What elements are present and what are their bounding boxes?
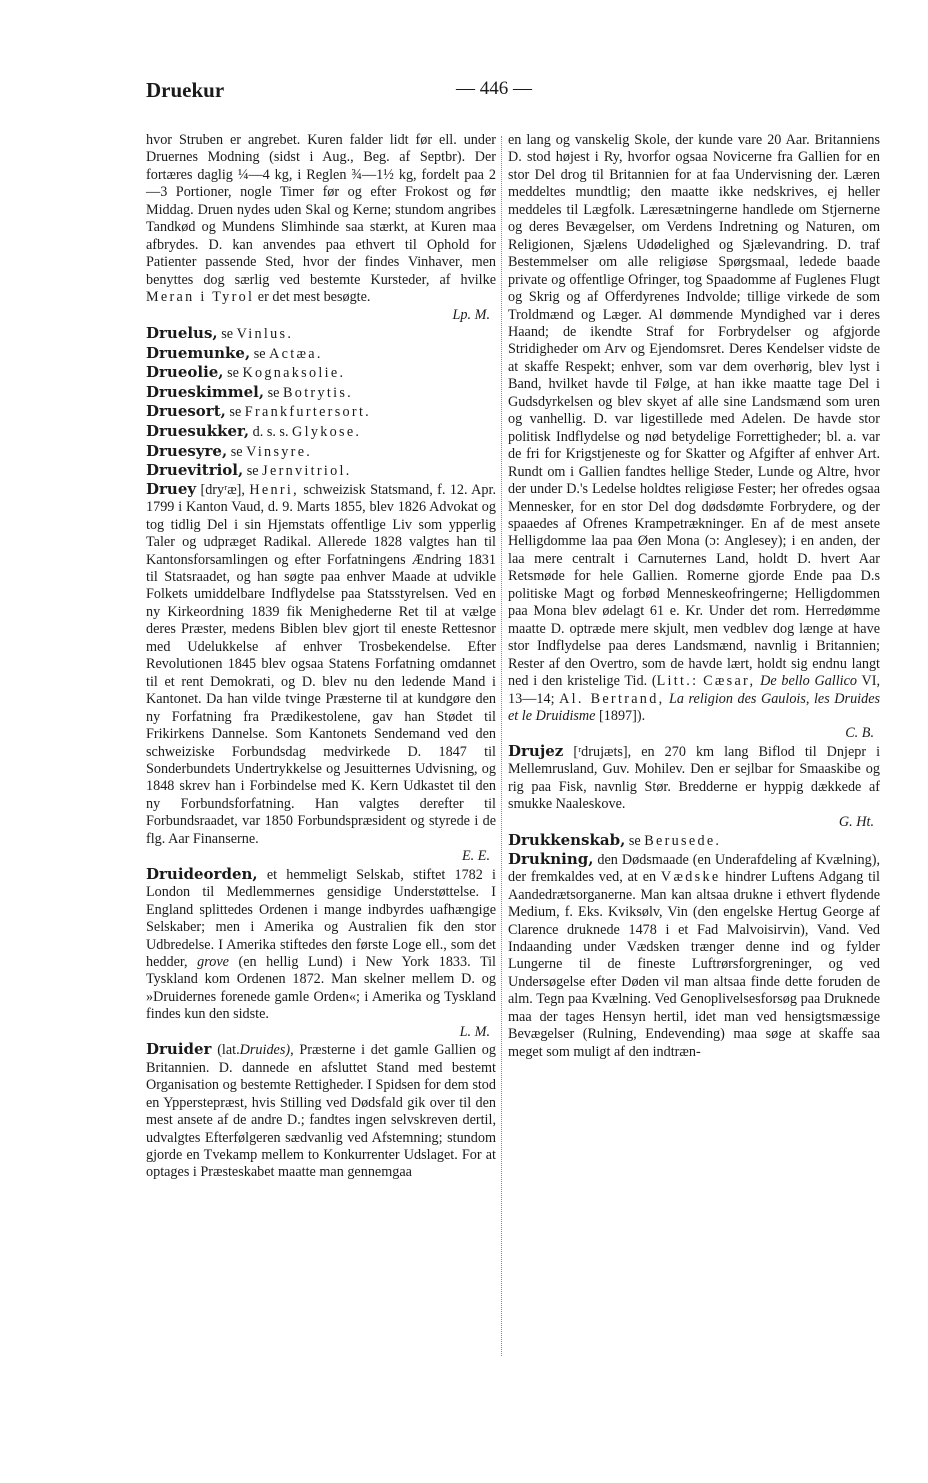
author-signature: L. M.: [459, 1023, 490, 1040]
cross-ref-druevitriol: Druevitriol, se Jernvitriol.: [146, 461, 352, 480]
author-signature: C. B.: [845, 725, 874, 742]
entry-druider-continuation: en lang og vanskelig Skole, der kunde vare 20 Aar. Britanniens D. stod højest i Ry, hvorfor ogsaa Novicerne fra Gallien for en stor Del drog til Britannien for at faa Undervisning der. Læren meddeltes mundtlig; den maatte ikke nedskrives, ej heller meddeles til Lægfolk. Læresætningerne handlede om Stjernerne og deres Bevægelser, om Verdens Indretning og Naturen, om Religionen, Sjælens Udødelighed og Sjælevandring. D. traf Bestemmelser om alle religiøse Spørgsmaal, ledede baade private og offentlige Ofringer, tog Spaadomme af Fuglenes Flugt og Skrig og af Offerdyrenes Indvolde; tillige virkede de som Troldmænd og Læger. Al dømmende Myndighed var i deres Haand; de ikendte Straf for Forbrydelser og afgjorde Stridigheder om Arv og Ejendomsret. Deres Kendelser vidste de at skaffe Respekt; enhver, som var dem overhørig, blev lyst i Band, hvilket havde til Følge, at han ikke maatte tage Del i Gudsdyrkelsen og blev skyet af alle sine Landsmænd som uren og vanhellig. D. var ligestillede med Adelen. De havde stor politisk Indflydelse og nød betydelige Forrettigheder; bl. a. var de fri for Krigstjeneste og for Skatter og Afgifter af enhver Art. Rundt om i Gallien fandtes hellige Steder, Lunde og Altre, hvor der under D.'s Ledelse holdtes religiøse Fester; her ofredes ogsaa Mennesker, for en stor Del dog dødsdømte Forbrydere, og der spaaedes af Ofrenes Krampetrækninger. En af de mest ansete Helligdomme laa paa Øen Mona (ɔ: Anglesey); i en anden, der laa mere centralt i Carnuternes Land, holdt D. hvert Aar Retsmøde for hele Gallien. Romerne gjorde Ende paa D.s politiske Magt og forbød Menneskeofringerne; Helligdommen paa Mona blev ødelagt 61 e. Kr. Under det rom. Herredømme maatte D. optræde mere skjult, men vedblev dog længe at have stor Indflydelse paa deres Landsmænd, navnlig i Britannien; Rester af den Overtro, som de havde lært, holdt sig endnu langt ned i den kristelige Tid. (Litt.: Cæsar, De bello Gallico VI, 13—14; Al. Bertrand, La religion des Gaulois, les Druides et le Druidisme [1897]). C. B.: [508, 132, 881, 742]
entry-druider: Druider (lat.Druides), Præsterne i det gamle Gallien og Britannien. D. dannede en afsluttet Stand med bestemt Organisation og bestemte Rettigheder. I Spidsen for dem stod en Ypperstepræst, hvis Stilling ved Dødsfald gik over til den mest ansete af de andre D.; fandtes ingen selvskreven dertil, udvalgtes Efterfølgeren sædvanlig ved Afstemning; stundom gjorde en Tvekamp mellem to Konkurrenter Udslaget. For at optages i Præsteskabet maatte man gennemgaa: [146, 1040, 496, 1181]
cross-ref-druesort: Druesort, se Frankfurtersort.: [146, 402, 372, 421]
headword: Druider: [146, 1040, 212, 1059]
author-signature: Lp. M.: [452, 306, 490, 323]
cross-ref-druemunke: Druemunke, se Actæa.: [146, 343, 323, 362]
entry-druideorden: Druideorden, et hemmeligt Selskab, stiftet 1782 i London til Medlemmernes gensidige Understøttelse. I England splittedes Ordenen i mange indbyrdes uafhængige Selskaber; men i Amerika og Australien fik den stor Udbredelse. I Amerika stiftedes den første Loge ell., som det hedder, grove (en hellig Lund) i New York 1833. Til Tyskland kom Ordenen 1872. Man skelner mellem D. og »Druidernes forenede gamle Orden«; i Amerika og Tyskland findes kun den sidste. L. M.: [146, 864, 497, 1040]
entry-druekur-continuation: hvor Struben er angrebet. Kuren falder lidt før ell. under Druernes Modning (sidst i Aug., Beg. af Septbr). Der fortæres daglig ¼—4 kg, i Reglen ¾—1½ kg, fordelt paa 2—3 Portioner, nogle Timer før og efter Frokost og før Middag. Druen nydes uden Skal og Kerne; stundom angribes Tandkød og Mundens Slimhinde saa stærkt, at Kuren maa afbrydes. D. kan anvendes paa ethvert til Ophold for Patienter passende Sted, hvor der findes Vinhaver, men benyttes dog særlig ved bestemte Kursteder, af hvilke Meran i Tyrol er det mest besøgte. Lp. M.: [146, 132, 496, 323]
cross-ref-druelus: Druelus, se Vinlus.: [146, 323, 294, 342]
column-divider: [501, 136, 502, 1356]
cross-ref-drukkenskab: Drukkenskab, se Berusede.: [508, 831, 722, 850]
author-signature: G. Ht.: [838, 813, 874, 830]
page-number: — 446 —: [456, 78, 532, 99]
cross-ref-drueskimmel: Drueskimmel, se Botrytis.: [146, 382, 353, 401]
entry-drujez: Drujez [ʳdrujæts], en 270 km lang Biflod til Dnjepr i Mellemrusland, Guv. Mohilev. Den er sejlbar for Smaaskibe og rig paa Fisk, navnlig Stør. Bredderne er hyppig dækkede af smukke Naaleskove. G. Ht.: [508, 741, 881, 830]
entry-drukning: Drukning, den Dødsmaade (en Underafdeling af Kvælning), der fremkaldes ved, at en Vædske hindrer Luftens Adgang til Aandedrætsorganerne. Man kan altsaa drukne i ethvert flydende Medium, f. Eks. Kviksølv, Vin (den engelske Hertug George af Clarence druknede 1478 i et Fad Malvoisirvin), Vand. Ved Indaanding under Vædsken trænger denne ind og fylder Lungerne til de fineste Luftrørsforgreninger, og ved Undersøgelse efter Døden vil man altsaa finde dette foruden de alm. Tegn paa Kvælning. Ved Genoplivelsesforsøg paa Druknede maa der tages Hensyn hertil, idet man ved hensigtsmæssige Bevægelser (Rulning, Endevending) maa søge at skaffe saa meget som muligt af den indtræn-: [508, 849, 880, 1060]
left-column: [146, 132, 496, 1182]
headword: Druey: [146, 479, 197, 498]
headword: Druideorden,: [146, 864, 258, 883]
page-header: [146, 78, 880, 108]
entry-druey: Druey [dryʳæ], Henri, schweizisk Statsmand, f. 12. Apr. 1799 i Kanton Vaud, d. 9. Marts 1855, blev 1826 Advokat og tog tidlig Del i sin Hjemstats offentlige Liv som ypperlig Taler og udpræget Radikal. Allerede 1828 valgtes han til Kantonsforsamlingen og efter Forfatningens Ændring 1831 til Statsraadet, og han søgte paa enhver Maade at udvikle Folkets umiddelbare Indflydelse paa Statsstyrelsen. Ved en ny Kirkeordning 1839 fik Menighederne Ret til at vælge deres Præster, medens Biblen blev gjort til eneste Rettesnor med Udelukkelse af enhver Trosbekendelse. Efter Revolutionen 1845 blev ogsaa Statens Forfatning omdannet til et rent Demokrati, og D. blev nu den ledende Mand i Kantonet. Da han vilde tvinge Præsterne til at kundgøre den ny Forfatning fra Prædikestolene, gav han Stødet til Frikirkens Dannelse. Som Kantonets Sendemand ved den schweiziske Forbundsdag medvirkede D. 1847 til Sonderbundets Undertrykkelse og Jesuitternes Udvisning, og 1848 skrev han i Forbindelse med K. Kern Udkastet til den ny Forbundsforfatning. Han valgtes derefter til Forbundsraadet, var 1850 Forbundspræsident og styrede i de flg. Aar Finanserne. E. E.: [146, 479, 496, 865]
right-column: [508, 132, 880, 1061]
cross-ref-druesyre: Druesyre, se Vinsyre.: [146, 441, 313, 460]
headword: Drujez: [508, 741, 564, 760]
author-signature: E. E.: [462, 848, 490, 865]
cross-ref-drueolie: Drueolie, se Kognaksolie.: [146, 363, 346, 382]
running-head: Druekur: [146, 78, 225, 102]
cross-ref-druesukker: Druesukker, d. s. s. Glykose.: [146, 421, 362, 440]
headword: Drukning,: [508, 849, 594, 868]
